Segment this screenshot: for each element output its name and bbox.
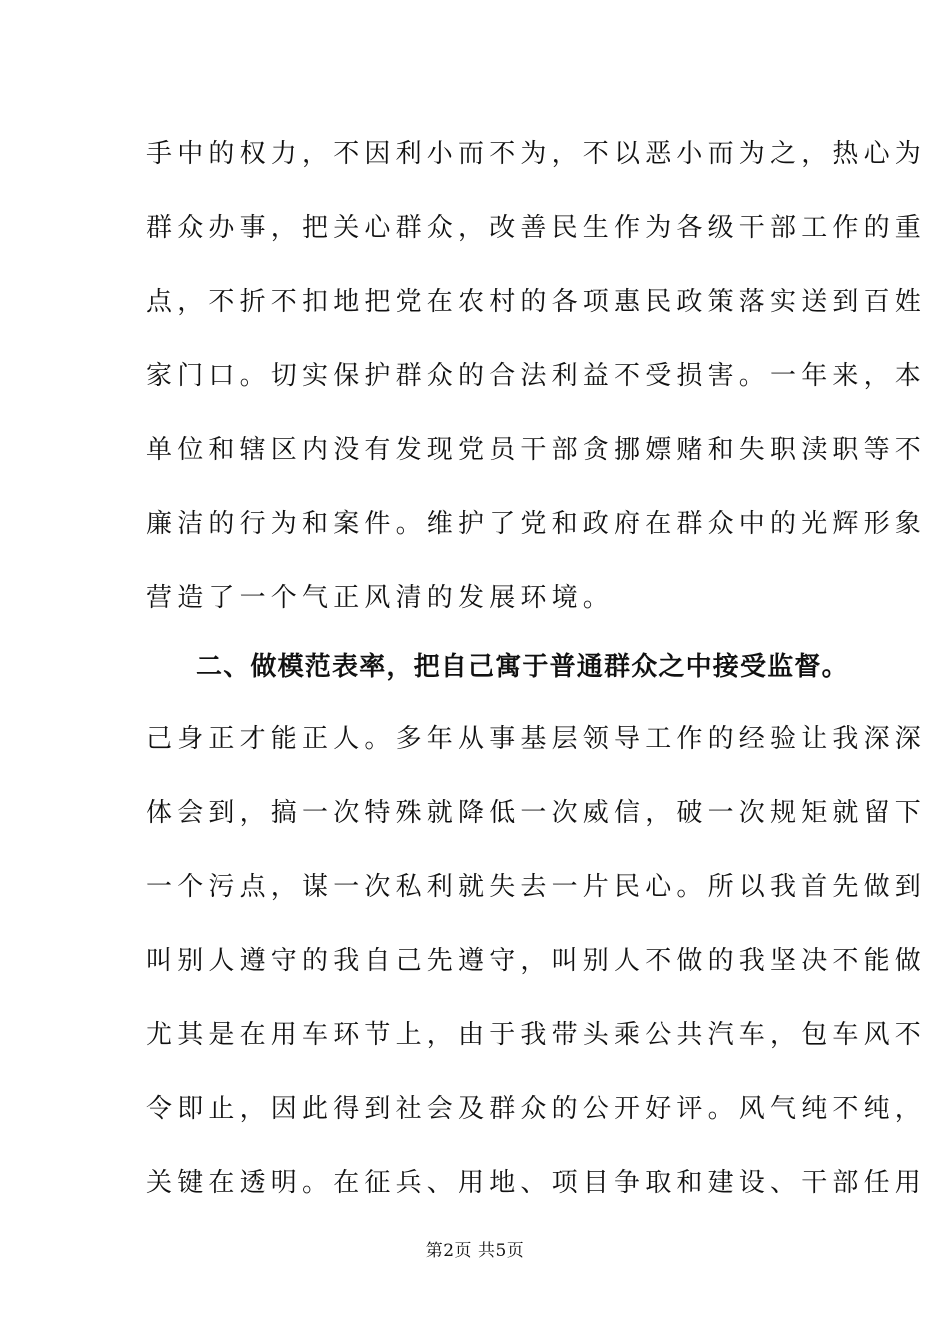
body-line-13: 尤其是在用车环节上，由于我带头乘公共汽车，包车风不 — [146, 1020, 927, 1050]
body-line-14: 令即止，因此得到社会及群众的公开好评。风气纯不纯， — [146, 1094, 927, 1124]
body-line-4: 家门口。切实保护群众的合法利益不受损害。一年来，本 — [146, 361, 927, 391]
body-line-5: 单位和辖区内没有发现党员干部贪挪嫖赌和失职渎职等不 — [146, 435, 927, 465]
body-line-11: 一个污点，谋一次私利就失去一片民心。所以我首先做到 — [146, 872, 927, 902]
page-number-footer: 第2页 共5页 — [425, 1241, 525, 1261]
body-line-9: 己身正才能正人。多年从事基层领导工作的经验让我深深 — [146, 724, 927, 754]
section-heading: 二、做模范表率，把自己寓于普通群众之中接受监督。 — [196, 652, 849, 682]
body-line-2: 群众办事，把关心群众，改善民生作为各级干部工作的重 — [146, 213, 927, 243]
body-line-1: 手中的权力，不因利小而不为，不以恶小而为之，热心为 — [146, 139, 927, 169]
body-line-3: 点，不折不扣地把党在农村的各项惠民政策落实送到百姓 — [146, 287, 927, 317]
body-line-15: 关键在透明。在征兵、用地、项目争取和建设、干部任用 — [146, 1168, 927, 1198]
body-line-12: 叫别人遵守的我自己先遵守，叫别人不做的我坚决不能做 — [146, 946, 927, 976]
body-line-6: 廉洁的行为和案件。维护了党和政府在群众中的光辉形象 — [146, 509, 927, 539]
body-line-7: 营造了一个气正风清的发展环境。 — [146, 583, 615, 613]
body-line-10: 体会到，搞一次特殊就降低一次威信，破一次规矩就留下 — [146, 798, 927, 828]
